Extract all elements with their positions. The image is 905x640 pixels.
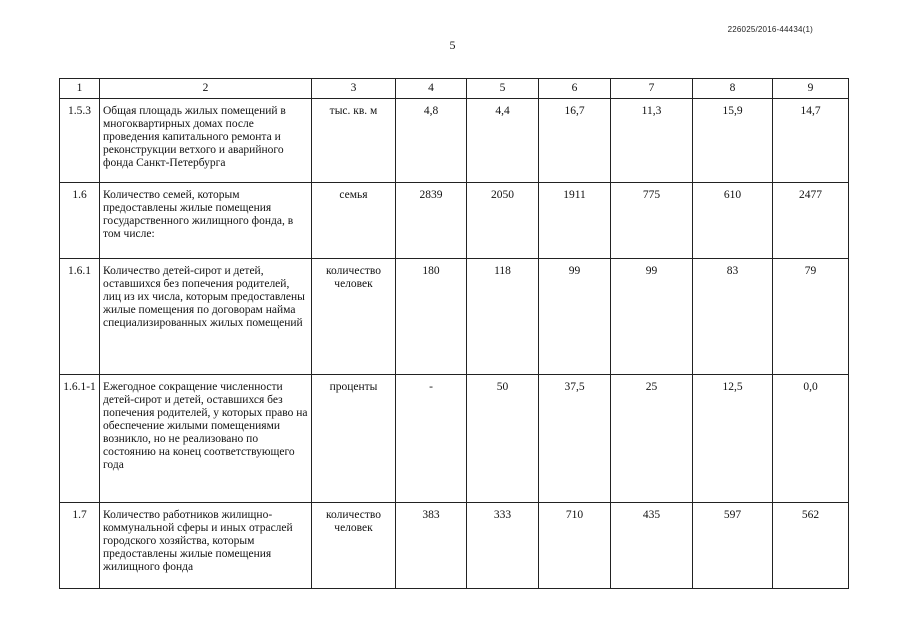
row-code: 1.6.1	[60, 259, 100, 375]
indicators-table	[59, 78, 849, 589]
row-value: -	[396, 375, 467, 503]
row-name: Ежегодное сокращение численности детей-сирот и детей, оставшихся без попечения родителей, у которых право на обеспечение жилыми помещениями возникло, но не реализовано по состоянию на конец соответствующего года	[100, 375, 312, 503]
row-name: Количество семей, которым предоставлены жилые помещения государственного жилищного фонда, в том числе:	[100, 183, 312, 259]
row-code: 1.5.3	[60, 99, 100, 183]
row-value: 0,0	[773, 375, 849, 503]
row-value: 99	[539, 259, 611, 375]
row-unit: проценты	[312, 375, 396, 503]
row-unit: количество человек	[312, 503, 396, 589]
row-name: Количество работников жилищно-коммунальной сферы и иных отраслей городского хозяйства, которым предоставлены жилые помещения жилищного фонда	[100, 503, 312, 589]
page-number: 5	[449, 38, 456, 52]
row-value: 15,9	[693, 99, 773, 183]
row-value: 11,3	[611, 99, 693, 183]
row-value: 16,7	[539, 99, 611, 183]
row-value: 99	[611, 259, 693, 375]
row-value: 12,5	[693, 375, 773, 503]
table-row	[60, 99, 849, 183]
row-unit: семья	[312, 183, 396, 259]
row-code: 1.6.1-1	[60, 375, 100, 503]
row-value: 25	[611, 375, 693, 503]
row-code: 1.6	[60, 183, 100, 259]
table-row	[60, 183, 849, 259]
table-row	[60, 503, 849, 589]
row-value: 180	[396, 259, 467, 375]
column-header: 3	[312, 79, 396, 99]
row-value: 383	[396, 503, 467, 589]
table-row	[60, 375, 849, 503]
row-value: 597	[693, 503, 773, 589]
column-header: 4	[396, 79, 467, 99]
row-value: 775	[611, 183, 693, 259]
row-value: 610	[693, 183, 773, 259]
row-value: 710	[539, 503, 611, 589]
row-value: 4,8	[396, 99, 467, 183]
column-header: 2	[100, 79, 312, 99]
column-header: 9	[773, 79, 849, 99]
row-unit: количество человек	[312, 259, 396, 375]
header-row	[60, 79, 849, 99]
table-row	[60, 259, 849, 375]
row-code: 1.7	[60, 503, 100, 589]
row-value: 14,7	[773, 99, 849, 183]
column-header: 8	[693, 79, 773, 99]
column-header: 6	[539, 79, 611, 99]
row-value: 1911	[539, 183, 611, 259]
row-value: 37,5	[539, 375, 611, 503]
row-value: 2477	[773, 183, 849, 259]
column-header: 7	[611, 79, 693, 99]
document-id: 226025/2016-44434(1)	[727, 25, 813, 34]
row-unit: тыс. кв. м	[312, 99, 396, 183]
column-header: 5	[467, 79, 539, 99]
row-value: 50	[467, 375, 539, 503]
row-name: Количество детей-сирот и детей, оставшихся без попечения родителей, лиц из их числа, которым предоставлены жилые помещения по договорам найма специализированных жилых помещений	[100, 259, 312, 375]
column-header: 1	[60, 79, 100, 99]
row-value: 83	[693, 259, 773, 375]
row-value: 2839	[396, 183, 467, 259]
row-value: 562	[773, 503, 849, 589]
row-value: 333	[467, 503, 539, 589]
row-value: 118	[467, 259, 539, 375]
row-value: 435	[611, 503, 693, 589]
row-value: 79	[773, 259, 849, 375]
row-value: 2050	[467, 183, 539, 259]
row-value: 4,4	[467, 99, 539, 183]
row-name: Общая площадь жилых помещений в многоквартирных домах после проведения капитального ремонта и реконструкции ветхого и аварийного фонда Санкт-Петербурга	[100, 99, 312, 183]
